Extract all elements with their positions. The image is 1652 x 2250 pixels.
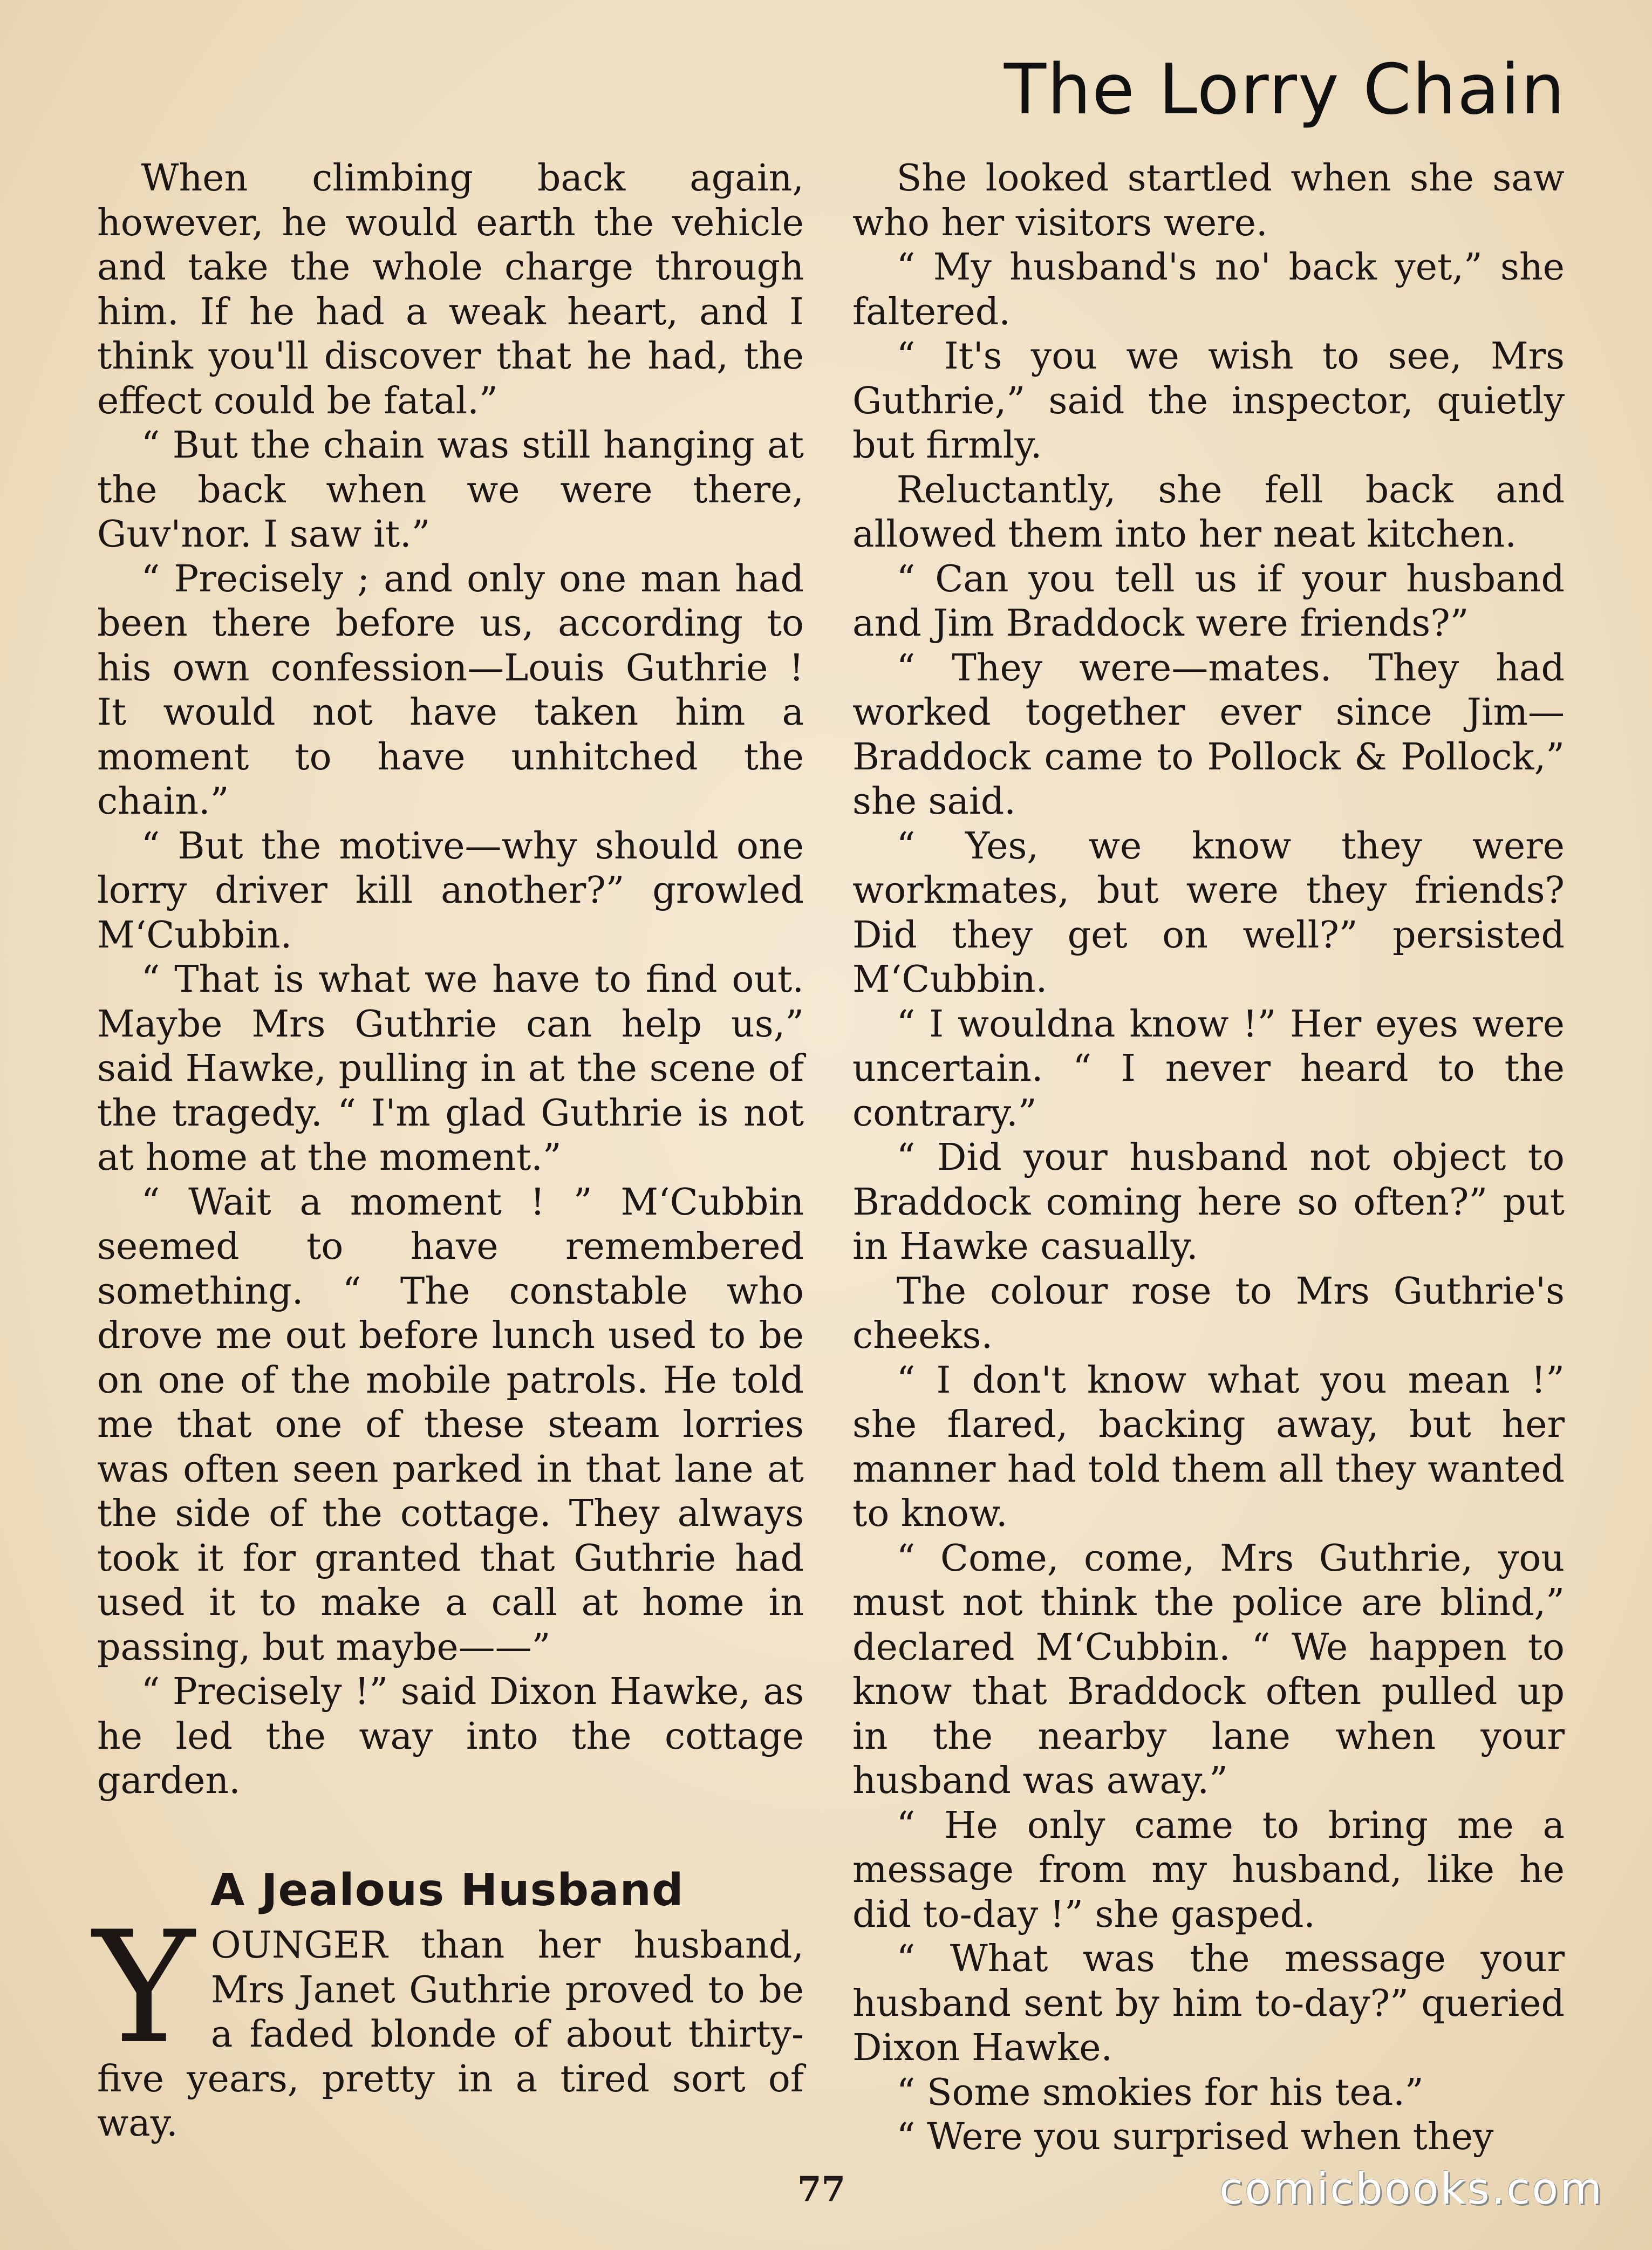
paragraph: “ It's you we wish to see, Mrs Guthrie,” said the inspector, quietly but firmly.: [852, 335, 1565, 467]
paragraph: “ He only came to bring me a message from my husband, like he did to-day !” she gasped.: [852, 1804, 1565, 1936]
paragraph: “ What was the message your husband sent by him to-day?” queried Dixon Hawke.: [852, 1938, 1565, 2069]
paragraph: “ Were you surprised when they: [896, 2116, 1494, 2158]
paragraph: When climbing back again, however, he would earth the vehicle and take the whole charge through him. If he had a weak heart, and I think you'll discover that he had, the effect could be fatal.”: [97, 157, 804, 422]
paragraph: “ Can you tell us if your husband and Jim Braddock were friends?”: [852, 557, 1565, 645]
page-number: 77: [797, 2169, 846, 2210]
paragraph: “ That is what we have to find out. Maybe Mrs Guthrie can help us,” said Hawke, pulling in at the scene of the tragedy. “ I'm glad Guthrie is not at home at the moment.”: [97, 958, 804, 1179]
paragraph: “ Some smokies for his tea.”: [896, 2071, 1424, 2114]
left-column: [93, 156, 804, 2146]
paragraph: She looked startled when she saw who her visitors were.: [852, 157, 1565, 244]
paragraph: “ Wait a moment ! ” M‘Cubbin seemed to have remembered something. “ The constable who drove me out before lunch used to be on one of the mobile patrols. He told me that one of these steam lorries was often seen parked in that lane at the side of the cottage. They always took it for granted that Guthrie had used it to make a call at home in passing, but maybe——”: [97, 1181, 804, 1669]
section-paragraph: [93, 1899, 804, 2146]
right-column: [852, 156, 1565, 2160]
paragraph: The colour rose to Mrs Guthrie's cheeks.: [852, 1270, 1565, 1357]
paragraph: “ But the chain was still hanging at the back when we were there, Guv'nor. I saw it.”: [97, 424, 804, 556]
section-paragraph-text: OUNGER than her husband, Mrs Janet Guthrie proved to be a faded blonde of about thirty-five years, pretty in a tired sort of way.: [97, 1924, 804, 2145]
paragraph: “ They were—mates. They had worked together ever since Jim—Braddock came to Pollock & Pollock,” she said.: [852, 646, 1565, 823]
paragraph: “ Did your husband not object to Braddock coming here so often?” put in Hawke casually.: [852, 1136, 1565, 1268]
paragraph: “ I don't know what you mean !” she flared, backing away, but her manner had told them all they wanted to know.: [852, 1359, 1565, 1535]
paragraph: “ Yes, we know they were workmates, but were they friends? Did they get on well?” persisted M‘Cubbin.: [852, 824, 1565, 1001]
paragraph: “ Precisely !” said Dixon Hawke, as he led the way into the cottage garden.: [97, 1671, 804, 1802]
watermark: comicbooks.com: [1219, 2164, 1603, 2214]
paragraph: “ But the motive—why should one lorry driver kill another?” growled M‘Cubbin.: [97, 824, 804, 957]
paragraph: “ Precisely ; and only one man had been there before us, according to his own confession—Louis Guthrie ! It would not have taken him a moment to have unhitched the chain.”: [97, 557, 804, 823]
paragraph: Reluctantly, she fell back and allowed them into her neat kitchen.: [852, 468, 1565, 556]
paragraph: “ I wouldna know !” Her eyes were uncertain. “ I never heard to the contrary.”: [852, 1003, 1565, 1135]
drop-cap: Y: [93, 1899, 195, 2078]
paragraph: “ Come, come, Mrs Guthrie, you must not think the police are blind,” declared M‘Cubbin. “ We happen to know that Braddock often pulled up in the nearby lane when your husband was away.”: [852, 1537, 1565, 1802]
section-subheading: A Jealous Husband: [210, 1864, 684, 1916]
paragraph: “ My husband's no' back yet,” she faltered.: [852, 246, 1565, 333]
running-head-title: The Lorry Chain: [1004, 50, 1566, 130]
